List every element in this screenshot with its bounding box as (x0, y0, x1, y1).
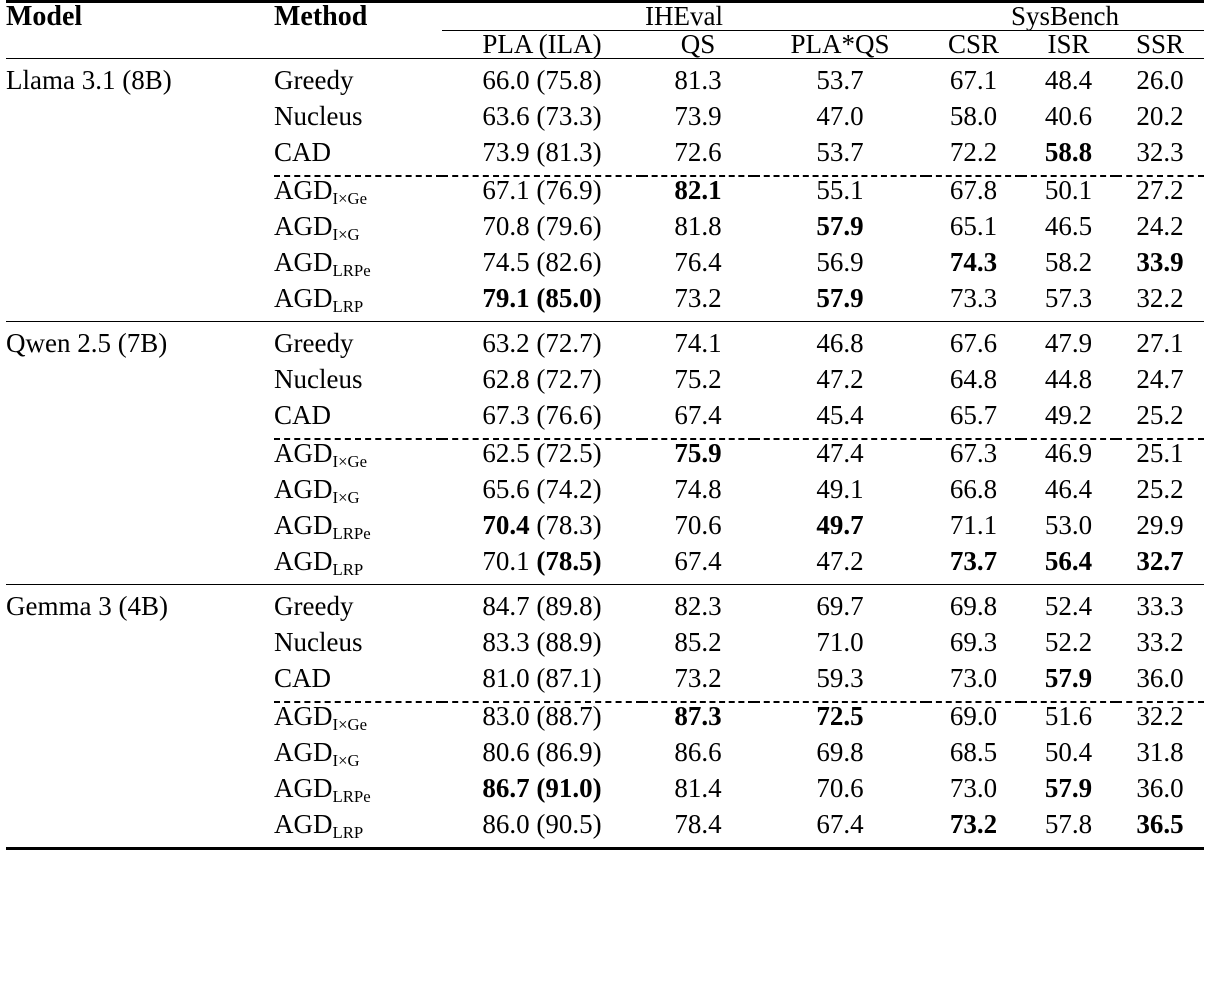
table-row (6, 548, 1204, 585)
cell-pla (442, 177, 642, 213)
ila-value: (81.3) (529, 137, 602, 167)
cell-qs: 67.4 (674, 546, 722, 576)
cell-plaqs: 47.2 (816, 364, 864, 394)
cell-csr: 73.7 (949, 546, 998, 576)
cell-method: $AGD_{I\times Ge}$ (274, 701, 368, 735)
cell-method: Greedy (274, 591, 354, 621)
header-col-qs: QS (680, 29, 716, 59)
cell-qs: 70.6 (674, 510, 722, 540)
ila-value: (82.6) (529, 247, 602, 277)
cell-plaqs: 45.4 (816, 400, 864, 430)
table-row (6, 249, 1204, 285)
table-head-group (6, 2, 1204, 60)
cell-pla (442, 103, 642, 139)
bottom-rule (6, 849, 1204, 851)
table-row (6, 59, 1204, 103)
table-row (6, 703, 1204, 739)
cell-ssr: 25.1 (1136, 438, 1184, 468)
ila-value: (89.8) (529, 591, 602, 621)
cell-method: Nucleus (274, 627, 363, 657)
cell-csr: 72.2 (949, 137, 998, 167)
ila-value: (88.7) (529, 701, 602, 731)
header-col-pla: PLA (ILA) (482, 29, 602, 59)
method-subscript: LRP (332, 823, 364, 843)
pla-value: 66.0 (482, 65, 530, 95)
ila-value: (73.3) (529, 101, 602, 131)
cell-pla (442, 703, 642, 739)
cell-method: Nucleus (274, 364, 363, 394)
cell-csr: 73.3 (949, 283, 998, 313)
cell-ssr: 29.9 (1136, 510, 1184, 540)
method-subscript: LRP (332, 560, 364, 580)
table-foot-group (6, 849, 1204, 851)
cell-pla (442, 775, 642, 811)
pla-value: 70.4 (482, 510, 530, 540)
cell-plaqs: 47.4 (816, 438, 864, 468)
ila-value: (85.0) (529, 283, 602, 313)
ila-value: (90.5) (529, 809, 602, 839)
cell-plaqs: 71.0 (816, 627, 864, 657)
cell-plaqs: 69.7 (816, 591, 864, 621)
cell-ssr: 24.7 (1136, 364, 1184, 394)
cell-ssr: 27.2 (1136, 175, 1184, 205)
cell-csr: 73.2 (949, 809, 998, 839)
cell-plaqs: 53.7 (816, 137, 864, 167)
cell-pla (442, 665, 642, 702)
cell-pla (442, 322, 642, 366)
cell-model (6, 775, 274, 811)
pla-value: 79.1 (482, 283, 530, 313)
ila-value: (74.2) (529, 474, 602, 504)
ila-value: (91.0) (529, 773, 602, 803)
cell-qs: 75.2 (674, 364, 722, 394)
cell-pla (442, 402, 642, 439)
cell-isr: 44.8 (1044, 364, 1093, 394)
method-subscript: I×G (332, 488, 360, 508)
cell-isr: 52.2 (1044, 627, 1093, 657)
cell-pla (442, 213, 642, 249)
cell-csr: 74.3 (949, 247, 998, 277)
header-group-sysbench: SysBench (926, 3, 1204, 31)
cell-model (6, 249, 274, 285)
cell-ssr: 33.3 (1136, 591, 1184, 621)
cell-isr: 40.6 (1044, 101, 1093, 131)
header-col-plaqs: PLA*QS (790, 29, 890, 59)
cell-model (6, 629, 274, 665)
results-table (6, 0, 1204, 850)
header-method: Method (274, 1, 368, 32)
pla-value: 70.8 (482, 211, 530, 241)
cell-ssr: 26.0 (1136, 65, 1184, 95)
pla-value: 70.1 (482, 546, 530, 576)
cell-qs: 75.9 (674, 438, 722, 468)
cell-plaqs: 56.9 (816, 247, 864, 277)
pla-value: 63.6 (482, 101, 530, 131)
cell-model (6, 402, 274, 439)
method-subscript: LRPe (332, 261, 371, 281)
cell-qs: 81.3 (674, 65, 722, 95)
pla-value: 67.1 (482, 175, 530, 205)
header-model: Model (6, 1, 83, 32)
cell-method: CAD (274, 663, 332, 693)
cell-pla (442, 440, 642, 476)
method-subscript: I×Ge (332, 189, 368, 209)
cell-model (6, 703, 274, 739)
table-body (6, 59, 1204, 849)
ila-value: (78.5) (529, 546, 602, 576)
cell-isr: 57.8 (1044, 809, 1093, 839)
cell-method: $AGD_{I\times G}$ (274, 474, 360, 508)
pla-value: 65.6 (482, 474, 530, 504)
method-subscript: I×Ge (332, 452, 368, 472)
cell-method: $AGD_{LRPe}$ (274, 773, 371, 807)
cell-isr: 50.4 (1044, 737, 1093, 767)
cell-qs: 87.3 (674, 701, 722, 731)
cell-method: Nucleus (274, 101, 363, 131)
cell-ssr: 27.1 (1136, 328, 1184, 358)
cell-csr: 67.6 (949, 328, 998, 358)
cell-plaqs: 46.8 (816, 328, 864, 358)
cell-isr: 50.1 (1044, 175, 1093, 205)
cell-isr: 58.8 (1044, 137, 1093, 167)
cell-pla (442, 629, 642, 665)
cell-ssr: 20.2 (1136, 101, 1184, 131)
ila-value: (75.8) (529, 65, 602, 95)
ila-value: (72.7) (529, 328, 602, 358)
method-subscript: I×G (332, 751, 360, 771)
ila-value: (86.9) (529, 737, 602, 767)
cell-ssr: 36.0 (1136, 773, 1184, 803)
ila-value: (88.9) (529, 627, 602, 657)
table-row (6, 322, 1204, 366)
cell-method: $AGD_{LRP}$ (274, 809, 364, 843)
pla-value: 84.7 (482, 591, 530, 621)
cell-model (6, 665, 274, 702)
table-row (6, 629, 1204, 665)
table-row (6, 476, 1204, 512)
cell-qs: 81.4 (674, 773, 722, 803)
cell-model (6, 548, 274, 585)
cell-pla (442, 366, 642, 402)
table-row (6, 739, 1204, 775)
cell-qs: 72.6 (674, 137, 722, 167)
pla-value: 62.5 (482, 438, 530, 468)
header-group-iheval: IHEval (442, 3, 926, 31)
cell-csr: 66.8 (949, 474, 998, 504)
cell-model (6, 512, 274, 548)
cell-csr: 73.0 (949, 663, 998, 693)
cell-pla (442, 285, 642, 322)
ila-value: (76.9) (529, 175, 602, 205)
cell-csr: 67.3 (949, 438, 998, 468)
cell-ssr: 33.2 (1136, 627, 1184, 657)
cell-pla (442, 512, 642, 548)
cell-qs: 82.1 (674, 175, 722, 205)
cell-ssr: 32.7 (1136, 546, 1184, 576)
cell-method: $AGD_{LRP}$ (274, 283, 364, 317)
table-row (6, 139, 1204, 176)
cell-plaqs: 57.9 (816, 211, 864, 241)
cell-csr: 58.0 (949, 101, 998, 131)
cell-qs: 78.4 (674, 809, 722, 839)
cell-model (6, 213, 274, 249)
cell-model (6, 177, 274, 213)
cell-qs: 74.1 (674, 328, 722, 358)
cell-pla (442, 476, 642, 512)
cell-plaqs: 57.9 (816, 283, 864, 313)
cell-method: $AGD_{I\times Ge}$ (274, 175, 368, 209)
cell-method: $AGD_{LRPe}$ (274, 510, 371, 544)
cell-isr: 46.5 (1044, 211, 1093, 241)
cell-plaqs: 47.2 (816, 546, 864, 576)
table-row (6, 512, 1204, 548)
method-subscript: I×Ge (332, 715, 368, 735)
ila-value: (72.5) (529, 438, 602, 468)
cell-qs: 73.2 (674, 663, 722, 693)
cell-plaqs: 70.6 (816, 773, 864, 803)
ila-value: (79.6) (529, 211, 602, 241)
cell-csr: 67.1 (949, 65, 998, 95)
cell-pla (442, 249, 642, 285)
pla-value: 73.9 (482, 137, 530, 167)
cell-pla (442, 59, 642, 103)
cell-model (6, 285, 274, 322)
cell-qs: 74.8 (674, 474, 722, 504)
pla-value: 81.0 (482, 663, 530, 693)
cell-csr: 67.8 (949, 175, 998, 205)
ila-value: (78.3) (529, 510, 602, 540)
table-row (6, 177, 1204, 213)
method-subscript: LRPe (332, 787, 371, 807)
cell-csr: 69.3 (949, 627, 998, 657)
cell-plaqs: 59.3 (816, 663, 864, 693)
cell-model: Qwen 2.5 (7B) (6, 328, 168, 358)
cell-plaqs: 69.8 (816, 737, 864, 767)
method-subscript: LRPe (332, 524, 371, 544)
pla-value: 86.0 (482, 809, 530, 839)
method-subscript: I×G (332, 225, 360, 245)
cell-ssr: 31.8 (1136, 737, 1184, 767)
cell-qs: 73.2 (674, 283, 722, 313)
cell-ssr: 36.0 (1136, 663, 1184, 693)
cell-plaqs: 72.5 (816, 701, 864, 731)
table-row (6, 440, 1204, 476)
ila-value: (76.6) (529, 400, 602, 430)
cell-plaqs: 47.0 (816, 101, 864, 131)
cell-model (6, 476, 274, 512)
table-row (6, 665, 1204, 702)
table-row (6, 811, 1204, 849)
table-row (6, 775, 1204, 811)
cell-plaqs: 49.1 (816, 474, 864, 504)
cell-pla (442, 811, 642, 849)
cell-ssr: 32.2 (1136, 701, 1184, 731)
pla-value: 62.8 (482, 364, 530, 394)
cell-ssr: 32.2 (1136, 283, 1184, 313)
pla-value: 86.7 (482, 773, 530, 803)
cell-qs: 76.4 (674, 247, 722, 277)
table-row (6, 366, 1204, 402)
cell-model (6, 440, 274, 476)
table-row (6, 402, 1204, 439)
ila-value: (72.7) (529, 364, 602, 394)
cell-pla (442, 739, 642, 775)
header-col-ssr: SSR (1135, 29, 1185, 59)
cell-plaqs: 67.4 (816, 809, 864, 839)
method-subscript: LRP (332, 297, 364, 317)
cell-plaqs: 55.1 (816, 175, 864, 205)
ila-value: (87.1) (529, 663, 602, 693)
cell-isr: 58.2 (1044, 247, 1093, 277)
cell-ssr: 25.2 (1136, 400, 1184, 430)
cell-method: $AGD_{I\times G}$ (274, 737, 360, 771)
cell-qs: 81.8 (674, 211, 722, 241)
cell-csr: 71.1 (949, 510, 998, 540)
cell-isr: 47.9 (1044, 328, 1093, 358)
table-row (6, 285, 1204, 322)
cell-csr: 68.5 (949, 737, 998, 767)
cell-model (6, 103, 274, 139)
table-row (6, 103, 1204, 139)
cell-isr: 48.4 (1044, 65, 1093, 95)
cell-method: CAD (274, 400, 332, 430)
cell-csr: 73.0 (949, 773, 998, 803)
cell-isr: 57.9 (1044, 663, 1093, 693)
cell-qs: 82.3 (674, 591, 722, 621)
cell-csr: 69.0 (949, 701, 998, 731)
cell-pla (442, 548, 642, 585)
cell-model (6, 366, 274, 402)
cell-method: $AGD_{I\times Ge}$ (274, 438, 368, 472)
pla-value: 74.5 (482, 247, 530, 277)
cell-ssr: 32.3 (1136, 137, 1184, 167)
cell-ssr: 24.2 (1136, 211, 1184, 241)
cell-model (6, 139, 274, 176)
cell-isr: 51.6 (1044, 701, 1093, 731)
cell-isr: 52.4 (1044, 591, 1093, 621)
pla-value: 83.0 (482, 701, 530, 731)
cell-plaqs: 53.7 (816, 65, 864, 95)
cell-qs: 67.4 (674, 400, 722, 430)
header-col-csr: CSR (947, 29, 1000, 59)
header-col-isr: ISR (1047, 29, 1090, 59)
cell-isr: 53.0 (1044, 510, 1093, 540)
cell-method: CAD (274, 137, 332, 167)
table-row (6, 213, 1204, 249)
cell-isr: 57.9 (1044, 773, 1093, 803)
cell-pla (442, 139, 642, 176)
pla-value: 63.2 (482, 328, 530, 358)
cell-method: $AGD_{LRPe}$ (274, 247, 371, 281)
cell-ssr: 33.9 (1136, 247, 1184, 277)
table-row (6, 585, 1204, 629)
cell-isr: 57.3 (1044, 283, 1093, 313)
cell-csr: 65.7 (949, 400, 998, 430)
cell-model: Gemma 3 (4B) (6, 591, 168, 621)
cell-isr: 56.4 (1044, 546, 1093, 576)
pla-value: 80.6 (482, 737, 530, 767)
cell-model: Llama 3.1 (8B) (6, 65, 172, 95)
pla-value: 83.3 (482, 627, 530, 657)
cell-method: Greedy (274, 65, 354, 95)
cell-model (6, 811, 274, 849)
cell-method: Greedy (274, 328, 354, 358)
cell-isr: 49.2 (1044, 400, 1093, 430)
cell-plaqs: 49.7 (816, 510, 864, 540)
cell-isr: 46.4 (1044, 474, 1093, 504)
cell-csr: 69.8 (949, 591, 998, 621)
cell-qs: 85.2 (674, 627, 722, 657)
cell-ssr: 36.5 (1136, 809, 1184, 839)
cell-pla (442, 585, 642, 629)
cell-csr: 65.1 (949, 211, 998, 241)
pla-value: 67.3 (482, 400, 530, 430)
cell-qs: 86.6 (674, 737, 722, 767)
cell-method: $AGD_{LRP}$ (274, 546, 364, 580)
header-row-groups (6, 3, 1204, 31)
cell-qs: 73.9 (674, 101, 722, 131)
cell-method: $AGD_{I\times G}$ (274, 211, 360, 245)
cell-ssr: 25.2 (1136, 474, 1184, 504)
cell-isr: 46.9 (1044, 438, 1093, 468)
cell-model (6, 739, 274, 775)
cell-csr: 64.8 (949, 364, 998, 394)
